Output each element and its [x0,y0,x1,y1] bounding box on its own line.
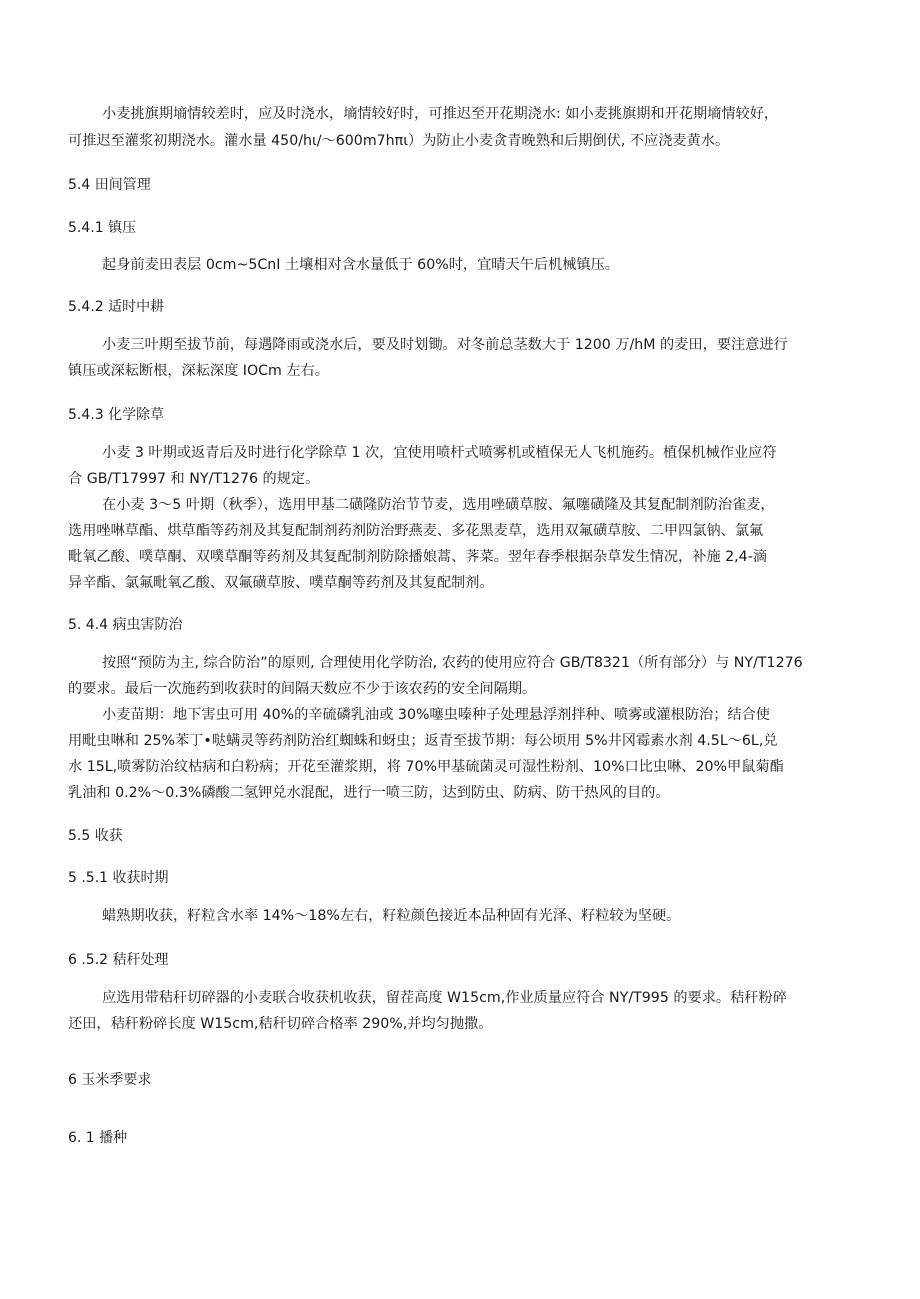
paragraph-line: 小麦苗期：地下害虫可用 40%的辛硫磷乳油或 30%噻虫嗪种子处理悬浮剂拌种、喷雾或灌根防治；结合使 [102,707,770,723]
subsection-heading: 5.4.2 适时中耕 [68,299,165,315]
paragraph-line: 应选用带秸秆切碎器的小麦联合收获机收获，留茬高度 W15cm,作业质量应符合 NY/T995 的要求。秸秆粉碎 [102,990,787,1006]
section-heading: 6. 1 播种 [68,1130,128,1146]
paragraph-line: 乳油和 0.2%～0.3%磷酸二氢钾兑水混配，进行一喷三防，达到防虫、防病、防干热风的目的。 [68,785,670,801]
paragraph-line: 毗氧乙酸、噗草酮、双噗草酮等药剂及其复配制剂防除播娘蒿、荠菜。翌年春季根据杂草发生情况，补施 2,4-滴 [68,549,768,565]
paragraph-line: 小麦三叶期至拔节前，每遇降雨或浇水后，要及时划锄。对冬前总茎数大于 1200 万/hM 的麦田，要注意进行 [102,337,788,353]
paragraph-line: 小麦 3 叶期或返青后及时进行化学除草 1 次，宜使用喷杆式喷雾机或植保无人飞机施药。植保机械作业应符 [102,445,777,461]
paragraph-line: 可推迟至灌浆初期浇水。灌水量 450∕hι∕～600m7hπι）为防止小麦贪青晚熟和后期倒伏, 不应浇麦黄水。 [68,133,730,149]
subsection-heading: 5. 4.4 病虫害防治 [68,617,183,633]
paragraph-line: 合 GB/T17997 和 NY/T1276 的规定。 [68,471,320,487]
subsection-heading: 6 .5.2 秸秆处理 [68,952,169,968]
paragraph-line: 水 15L,喷雾防治纹枯病和白粉病；开花至灌浆期，将 70%甲基硫菌灵可湿性粉剂、10%口比虫啉、20%甲鼠菊酯 [68,759,784,775]
paragraph-line: 在小麦 3～5 叶期（秋季），选用甲基二磺隆防治节节麦，选用唑磺草胺、氟噻磺隆及其复配制剂防治雀麦， [102,497,775,513]
section-heading: 5.5 收获 [68,828,123,844]
paragraph-line: 按照“预防为主, 综合防治”的原则, 合理使用化学防治, 农药的使用应符合 GB/T8321（所有部分）与 NY/T1276 [102,655,803,671]
section-heading: 5.4 田间管理 [68,177,151,193]
paragraph-line: 小麦挑旗期墒情较差时，应及时浇水，墒情较好时，可推迟至开花期浇水: 如小麦挑旗期和开花期墒情较好， [102,106,779,122]
paragraph-line: 镇压或深耘断根，深耘深度 IOCm 左右。 [68,363,329,379]
paragraph-line: 选用唑啉草酯、烘草酯等药剂及其复配制剂药剂防治野燕麦、多花黑麦草，选用双氟磺草胺、二甲四氯钠、氯氟 [68,523,764,539]
paragraph-line: 异辛酯、氯氟毗氧乙酸、双氟磺草胺、噗草酮等药剂及其复配制剂。 [68,575,494,591]
subsection-heading: 5.4.1 镇压 [68,220,137,236]
chapter-heading: 6 玉米季要求 [68,1072,152,1088]
paragraph-line: 蜡熟期收获，籽粒含水率 14%～18%左右，籽粒颜色接近本品种固有光泽、籽粒较为坚硬。 [102,908,681,924]
paragraph-line: 的要求。最后一次施药到收获时的间隔天数应不少于该农药的安全间隔期。 [68,681,537,697]
subsection-heading: 5.4.3 化学除草 [68,407,165,423]
paragraph-line: 还田，秸秆粉碎长度 W15cm,秸秆切碎合格率 290%,并均匀抛撒。 [68,1016,493,1032]
paragraph-line: 用毗虫啉和 25%苯丁•哒螨灵等药剂防治红蜘蛛和蚜虫；返青至拔节期：每公顷用 5%井冈霉素水剂 4.5L～6L,兑 [68,733,778,749]
paragraph-line: 起身前麦田表层 0cm~5CnI 土壤相对含水量低于 60%时，宜晴天午后机械镇压。 [102,257,619,273]
subsection-heading: 5 .5.1 收获时期 [68,870,169,886]
